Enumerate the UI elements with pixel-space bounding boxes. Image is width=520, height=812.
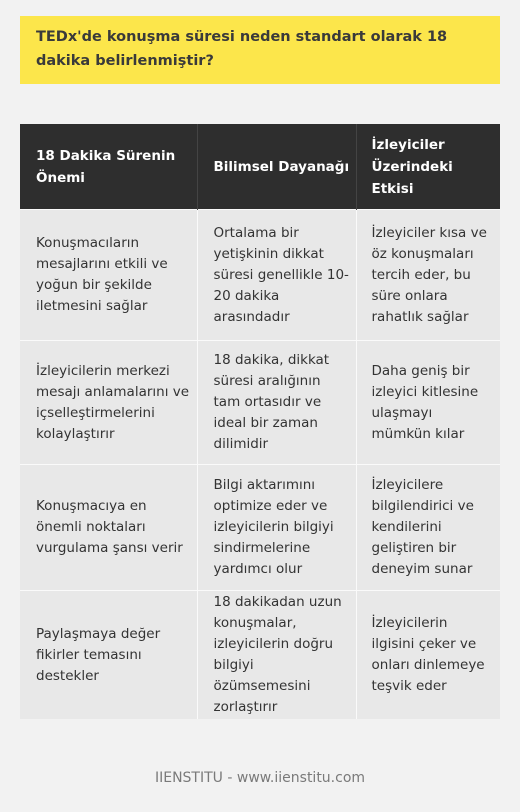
table-cell: Paylaşmaya değer fikirler temasını destekler	[20, 591, 197, 720]
table-cell: İzleyicilerin ilgisini çeker ve onları dinlemeye teşvik eder	[356, 591, 500, 720]
table-cell: İzleyicilere bilgilendirici ve kendilerini geliştiren bir deneyim sunar	[356, 465, 500, 591]
table-cell: İzleyicilerin merkezi mesajı anlamalarını ve içselleştirmelerini kolaylaştırır	[20, 341, 197, 465]
table-row	[20, 465, 500, 591]
table-row	[20, 591, 500, 720]
table-header-row	[20, 124, 500, 210]
table-cell: Daha geniş bir izleyici kitlesine ulaşmayı mümkün kılar	[356, 341, 500, 465]
page-title: TEDx'de konuşma süresi neden standart olarak 18 dakika belirlenmiştir?	[36, 29, 448, 69]
footer-credit: IIENSTITU - www.iienstitu.com	[154, 770, 366, 786]
column-header: 18 Dakika Sürenin Önemi	[20, 124, 197, 210]
table-cell: İzleyiciler kısa ve öz konuşmaları tercih eder, bu süre onlara rahatlık sağlar	[356, 210, 500, 341]
table-cell: Konuşmacıların mesajlarını etkili ve yoğun bir şekilde iletmesini sağlar	[20, 210, 197, 341]
title-banner	[20, 16, 500, 84]
table-cell: 18 dakika, dikkat süresi aralığının tam ortasıdır ve ideal bir zaman dilimidir	[197, 341, 356, 465]
table-cell: 18 dakikadan uzun konuşmalar, izleyicilerin doğru bilgiyi özümsemesini zorlaştırır	[197, 591, 356, 720]
table-cell: Bilgi aktarımını optimize eder ve izleyicilerin bilgiyi sindirmelerine yardımcı olur	[197, 465, 356, 591]
table-row	[20, 341, 500, 465]
column-header: Bilimsel Dayanağı	[197, 124, 356, 210]
comparison-table	[20, 124, 500, 719]
table-cell: Ortalama bir yetişkinin dikkat süresi genellikle 10-20 dakika arasındadır	[197, 210, 356, 341]
table-row	[20, 210, 500, 341]
table-cell: Konuşmacıya en önemli noktaları vurgulama şansı verir	[20, 465, 197, 591]
column-header: İzleyiciler Üzerindeki Etkisi	[356, 124, 500, 210]
